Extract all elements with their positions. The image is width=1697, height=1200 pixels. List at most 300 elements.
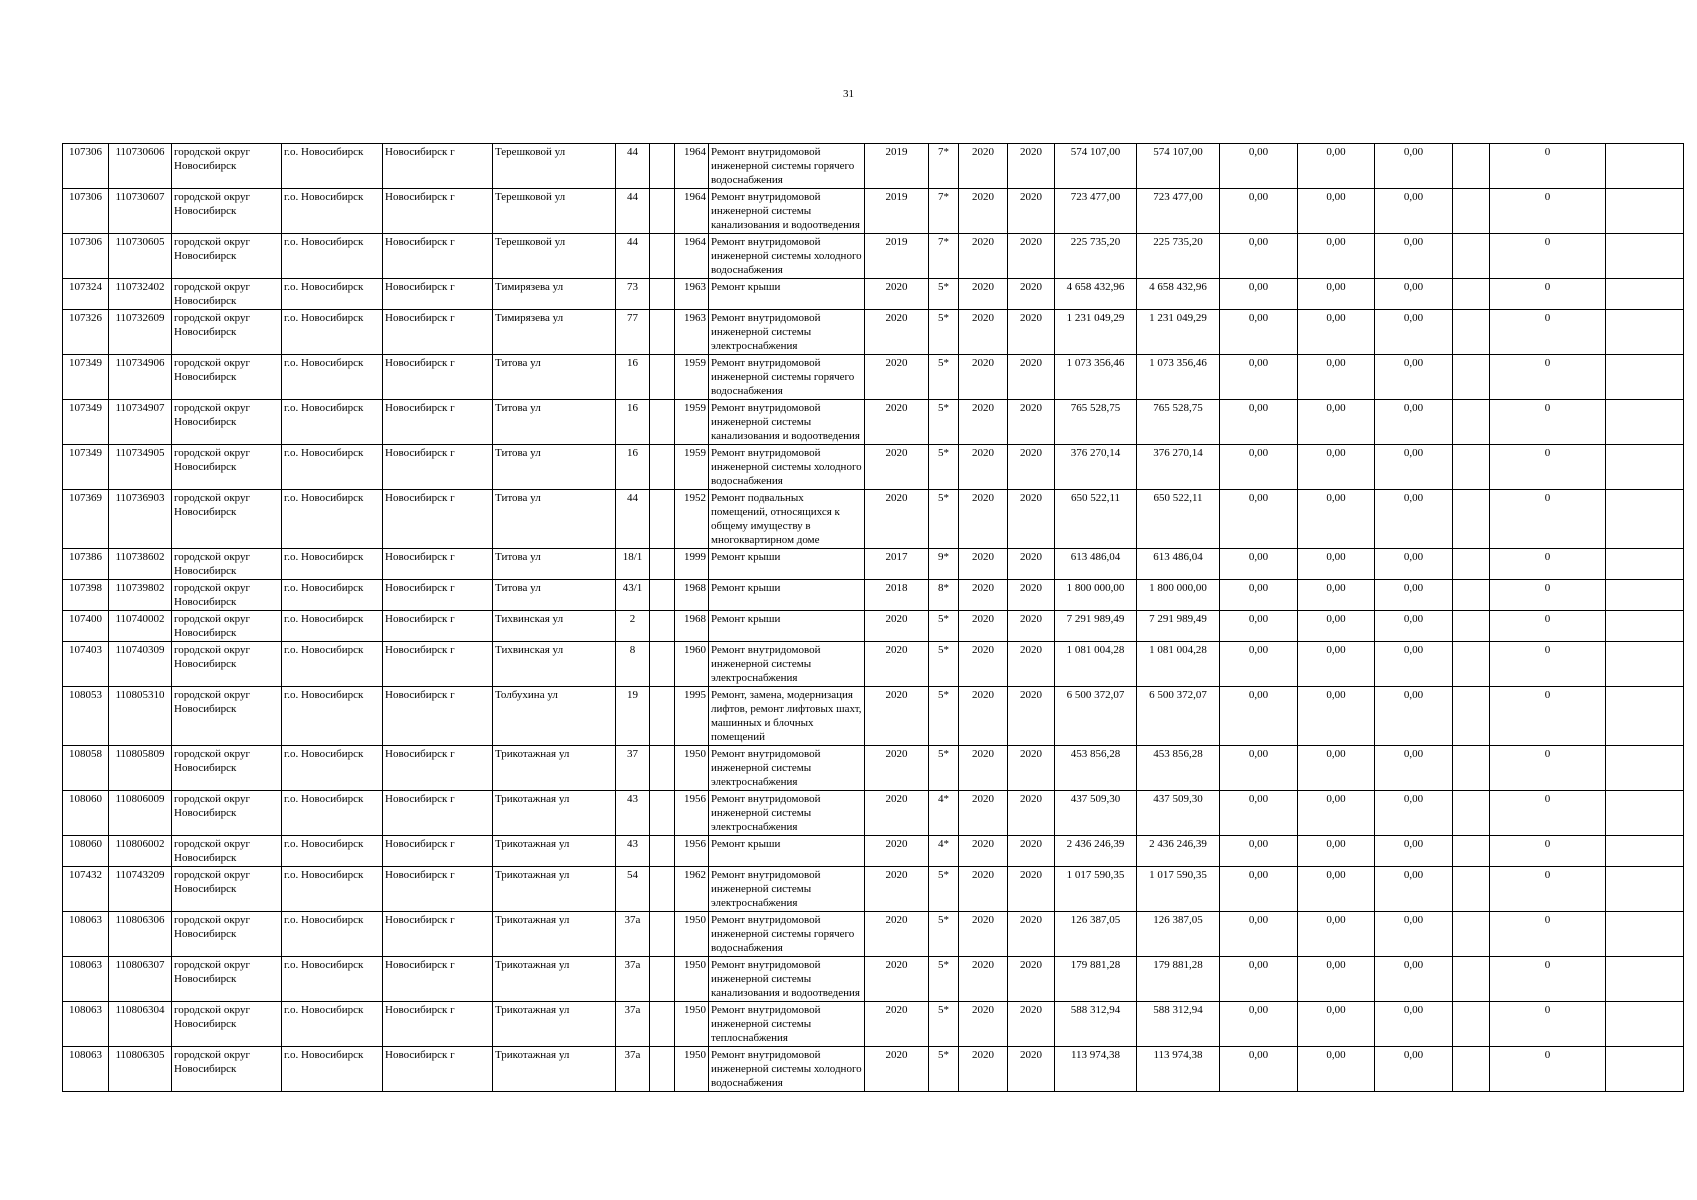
cell-house: 43 [616,791,650,836]
cell-municipality: г.о. Новосибирск [282,234,383,279]
cell-v4 [1453,836,1490,867]
cell-city: Новосибирск г [383,355,493,400]
cell-district: городской округ Новосибирск [172,279,282,310]
cell-street: Терешковой ул [493,234,616,279]
cell-municipality: г.о. Новосибирск [282,1047,383,1092]
cell-year-start: 2020 [959,549,1008,580]
cell-city: Новосибирск г [383,234,493,279]
cell-house: 16 [616,445,650,490]
cell-floors: 5* [929,279,959,310]
cell-v4 [1453,791,1490,836]
cell-code: 110743209 [109,867,172,912]
cell-house: 37а [616,912,650,957]
cell-id: 107306 [63,189,109,234]
cell-city: Новосибирск г [383,490,493,549]
cell-district: городской округ Новосибирск [172,746,282,791]
cell-extra [650,279,675,310]
cell-municipality: г.о. Новосибирск [282,310,383,355]
cell-city: Новосибирск г [383,642,493,687]
cell-v2: 0,00 [1298,580,1375,611]
cell-year-end: 2020 [1008,1002,1055,1047]
cell-year-end: 2020 [1008,279,1055,310]
cell-v5: 0 [1490,445,1606,490]
cell-municipality: г.о. Новосибирск [282,791,383,836]
cell-v2: 0,00 [1298,400,1375,445]
cell-district: городской округ Новосибирск [172,310,282,355]
cell-city: Новосибирск г [383,791,493,836]
cell-v6 [1606,1047,1684,1092]
cell-district: городской округ Новосибирск [172,836,282,867]
cell-year-plan: 2020 [865,687,929,746]
cell-year-built: 1960 [675,642,709,687]
cell-extra [650,746,675,791]
cell-cost-fund: 1 073 356,46 [1137,355,1220,400]
cell-work: Ремонт крыши [709,580,865,611]
cell-v3: 0,00 [1375,1002,1453,1047]
cell-city: Новосибирск г [383,746,493,791]
cell-municipality: г.о. Новосибирск [282,1002,383,1047]
cell-district: городской округ Новосибирск [172,791,282,836]
cell-v4 [1453,279,1490,310]
cell-v6 [1606,310,1684,355]
table-row [63,234,1684,279]
cell-cost-total: 1 017 590,35 [1055,867,1137,912]
table-row [63,687,1684,746]
cell-v1: 0,00 [1220,234,1298,279]
cell-city: Новосибирск г [383,867,493,912]
cell-municipality: г.о. Новосибирск [282,611,383,642]
table-row [63,957,1684,1002]
cell-v6 [1606,490,1684,549]
cell-house: 44 [616,490,650,549]
cell-house: 8 [616,642,650,687]
cell-municipality: г.о. Новосибирск [282,580,383,611]
cell-cost-fund: 179 881,28 [1137,957,1220,1002]
cell-v6 [1606,445,1684,490]
cell-code: 110806009 [109,791,172,836]
cell-v2: 0,00 [1298,310,1375,355]
cell-year-plan: 2020 [865,355,929,400]
cell-street: Трикотажная ул [493,791,616,836]
cell-v2: 0,00 [1298,836,1375,867]
cell-v4 [1453,957,1490,1002]
cell-floors: 5* [929,687,959,746]
cell-extra [650,867,675,912]
cell-year-end: 2020 [1008,400,1055,445]
cell-v1: 0,00 [1220,746,1298,791]
table-row [63,1002,1684,1047]
cell-year-start: 2020 [959,580,1008,611]
cell-year-end: 2020 [1008,310,1055,355]
cell-year-built: 1968 [675,580,709,611]
cell-work: Ремонт внутридомовой инженерной системы электроснабжения [709,867,865,912]
cell-municipality: г.о. Новосибирск [282,746,383,791]
cell-cost-total: 4 658 432,96 [1055,279,1137,310]
cell-year-built: 1956 [675,836,709,867]
cell-cost-fund: 7 291 989,49 [1137,611,1220,642]
cell-v3: 0,00 [1375,189,1453,234]
cell-v6 [1606,687,1684,746]
cell-floors: 4* [929,791,959,836]
cell-year-built: 1956 [675,791,709,836]
cell-work: Ремонт внутридомовой инженерной системы теплоснабжения [709,1002,865,1047]
cell-work: Ремонт, замена, модернизация лифтов, ремонт лифтовых шахт, машинных и блочных помещений [709,687,865,746]
cell-district: городской округ Новосибирск [172,611,282,642]
cell-floors: 7* [929,234,959,279]
cell-municipality: г.о. Новосибирск [282,912,383,957]
cell-floors: 5* [929,1002,959,1047]
cell-year-plan: 2020 [865,1047,929,1092]
cell-district: городской округ Новосибирск [172,400,282,445]
cell-year-plan: 2020 [865,957,929,1002]
cell-street: Титова ул [493,549,616,580]
cell-house: 2 [616,611,650,642]
cell-street: Трикотажная ул [493,836,616,867]
cell-v2: 0,00 [1298,279,1375,310]
cell-v5: 0 [1490,189,1606,234]
cell-v1: 0,00 [1220,400,1298,445]
cell-year-end: 2020 [1008,867,1055,912]
cell-cost-fund: 650 522,11 [1137,490,1220,549]
cell-v3: 0,00 [1375,580,1453,611]
cell-v6 [1606,791,1684,836]
cell-v1: 0,00 [1220,912,1298,957]
cell-municipality: г.о. Новосибирск [282,490,383,549]
cell-year-start: 2020 [959,1002,1008,1047]
table-row [63,867,1684,912]
cell-v3: 0,00 [1375,549,1453,580]
cell-v1: 0,00 [1220,445,1298,490]
cell-v1: 0,00 [1220,642,1298,687]
cell-v2: 0,00 [1298,549,1375,580]
cell-year-built: 1952 [675,490,709,549]
cell-house: 77 [616,310,650,355]
cell-id: 107306 [63,234,109,279]
cell-v5: 0 [1490,1002,1606,1047]
cell-v3: 0,00 [1375,912,1453,957]
cell-year-built: 1962 [675,867,709,912]
cell-id: 108060 [63,791,109,836]
cell-v4 [1453,611,1490,642]
cell-v5: 0 [1490,642,1606,687]
cell-v5: 0 [1490,1047,1606,1092]
cell-year-plan: 2019 [865,234,929,279]
cell-year-built: 1950 [675,1047,709,1092]
cell-city: Новосибирск г [383,549,493,580]
cell-city: Новосибирск г [383,400,493,445]
cell-municipality: г.о. Новосибирск [282,687,383,746]
cell-street: Титова ул [493,400,616,445]
cell-v4 [1453,580,1490,611]
cell-v1: 0,00 [1220,549,1298,580]
cell-v5: 0 [1490,355,1606,400]
cell-v4 [1453,400,1490,445]
cell-year-start: 2020 [959,490,1008,549]
cell-year-start: 2020 [959,400,1008,445]
cell-v4 [1453,445,1490,490]
cell-v3: 0,00 [1375,611,1453,642]
cell-district: городской округ Новосибирск [172,912,282,957]
cell-year-built: 1963 [675,310,709,355]
cell-house: 37а [616,1002,650,1047]
cell-house: 37а [616,1047,650,1092]
cell-cost-total: 437 509,30 [1055,791,1137,836]
cell-year-start: 2020 [959,355,1008,400]
cell-v2: 0,00 [1298,912,1375,957]
cell-municipality: г.о. Новосибирск [282,400,383,445]
cell-v1: 0,00 [1220,1047,1298,1092]
cell-cost-total: 1 081 004,28 [1055,642,1137,687]
cell-cost-fund: 588 312,94 [1137,1002,1220,1047]
cell-city: Новосибирск г [383,836,493,867]
cell-work: Ремонт подвальных помещений, относящихся к общему имуществу в многоквартирном доме [709,490,865,549]
cell-municipality: г.о. Новосибирск [282,445,383,490]
cell-house: 43/1 [616,580,650,611]
cell-floors: 5* [929,642,959,687]
cell-v5: 0 [1490,836,1606,867]
cell-code: 110806304 [109,1002,172,1047]
cell-cost-fund: 225 735,20 [1137,234,1220,279]
cell-cost-fund: 723 477,00 [1137,189,1220,234]
cell-id: 107398 [63,580,109,611]
cell-district: городской округ Новосибирск [172,1047,282,1092]
cell-v5: 0 [1490,867,1606,912]
cell-v1: 0,00 [1220,1002,1298,1047]
cell-v6 [1606,957,1684,1002]
cell-work: Ремонт внутридомовой инженерной системы электроснабжения [709,310,865,355]
cell-year-start: 2020 [959,836,1008,867]
cell-district: городской округ Новосибирск [172,957,282,1002]
cell-year-plan: 2018 [865,580,929,611]
cell-municipality: г.о. Новосибирск [282,355,383,400]
cell-v5: 0 [1490,957,1606,1002]
cell-v3: 0,00 [1375,867,1453,912]
cell-v2: 0,00 [1298,687,1375,746]
cell-v4 [1453,310,1490,355]
cell-year-plan: 2020 [865,445,929,490]
cell-extra [650,490,675,549]
cell-v4 [1453,234,1490,279]
cell-v2: 0,00 [1298,445,1375,490]
cell-city: Новосибирск г [383,1047,493,1092]
cell-district: городской округ Новосибирск [172,687,282,746]
cell-year-plan: 2017 [865,549,929,580]
cell-extra [650,957,675,1002]
cell-v4 [1453,687,1490,746]
cell-work: Ремонт внутридомовой инженерной системы электроснабжения [709,642,865,687]
cell-v4 [1453,642,1490,687]
cell-year-built: 1950 [675,957,709,1002]
cell-year-plan: 2020 [865,279,929,310]
cell-v3: 0,00 [1375,746,1453,791]
cell-v3: 0,00 [1375,355,1453,400]
cell-street: Тимирязева ул [493,279,616,310]
cell-cost-fund: 4 658 432,96 [1137,279,1220,310]
cell-cost-total: 179 881,28 [1055,957,1137,1002]
cell-v6 [1606,1002,1684,1047]
cell-v2: 0,00 [1298,189,1375,234]
cell-year-start: 2020 [959,642,1008,687]
table-row [63,580,1684,611]
cell-district: городской округ Новосибирск [172,234,282,279]
cell-city: Новосибирск г [383,580,493,611]
cell-v6 [1606,355,1684,400]
cell-street: Трикотажная ул [493,1047,616,1092]
cell-v6 [1606,836,1684,867]
cell-cost-fund: 574 107,00 [1137,144,1220,189]
cell-v5: 0 [1490,144,1606,189]
cell-v6 [1606,234,1684,279]
cell-year-start: 2020 [959,279,1008,310]
repair-register-table [62,143,1684,1092]
cell-v5: 0 [1490,549,1606,580]
cell-id: 107324 [63,279,109,310]
cell-cost-total: 1 231 049,29 [1055,310,1137,355]
cell-code: 110806305 [109,1047,172,1092]
cell-extra [650,642,675,687]
cell-v4 [1453,355,1490,400]
cell-code: 110732402 [109,279,172,310]
cell-floors: 8* [929,580,959,611]
cell-extra [650,836,675,867]
cell-year-plan: 2020 [865,490,929,549]
cell-code: 110805310 [109,687,172,746]
cell-city: Новосибирск г [383,611,493,642]
cell-cost-total: 613 486,04 [1055,549,1137,580]
cell-cost-total: 588 312,94 [1055,1002,1137,1047]
cell-v2: 0,00 [1298,957,1375,1002]
cell-district: городской округ Новосибирск [172,490,282,549]
cell-v4 [1453,549,1490,580]
table-row [63,791,1684,836]
cell-cost-total: 6 500 372,07 [1055,687,1137,746]
cell-cost-total: 7 291 989,49 [1055,611,1137,642]
cell-cost-fund: 2 436 246,39 [1137,836,1220,867]
cell-floors: 5* [929,957,959,1002]
cell-house: 43 [616,836,650,867]
table-row [63,279,1684,310]
page-number: 31 [843,88,854,100]
cell-work: Ремонт крыши [709,836,865,867]
cell-district: городской округ Новосибирск [172,189,282,234]
cell-year-end: 2020 [1008,490,1055,549]
cell-code: 110806306 [109,912,172,957]
cell-year-end: 2020 [1008,687,1055,746]
cell-year-end: 2020 [1008,611,1055,642]
cell-cost-fund: 1 231 049,29 [1137,310,1220,355]
cell-year-built: 1968 [675,611,709,642]
cell-floors: 7* [929,144,959,189]
cell-house: 44 [616,189,650,234]
cell-code: 110734905 [109,445,172,490]
cell-house: 16 [616,400,650,445]
cell-v3: 0,00 [1375,144,1453,189]
cell-code: 110805809 [109,746,172,791]
cell-v2: 0,00 [1298,355,1375,400]
cell-cost-fund: 126 387,05 [1137,912,1220,957]
cell-id: 108063 [63,912,109,957]
cell-street: Титова ул [493,580,616,611]
cell-id: 107386 [63,549,109,580]
cell-year-start: 2020 [959,189,1008,234]
cell-v6 [1606,549,1684,580]
cell-cost-total: 765 528,75 [1055,400,1137,445]
cell-city: Новосибирск г [383,310,493,355]
cell-v1: 0,00 [1220,279,1298,310]
cell-extra [650,611,675,642]
cell-v1: 0,00 [1220,310,1298,355]
cell-district: городской округ Новосибирск [172,549,282,580]
cell-year-start: 2020 [959,791,1008,836]
cell-cost-fund: 6 500 372,07 [1137,687,1220,746]
table-row [63,490,1684,549]
cell-v6 [1606,580,1684,611]
cell-v3: 0,00 [1375,490,1453,549]
cell-house: 18/1 [616,549,650,580]
table-row [63,611,1684,642]
cell-floors: 5* [929,310,959,355]
cell-street: Терешковой ул [493,144,616,189]
cell-street: Трикотажная ул [493,912,616,957]
cell-code: 110739802 [109,580,172,611]
cell-work: Ремонт внутридомовой инженерной системы холодного водоснабжения [709,1047,865,1092]
cell-id: 107349 [63,355,109,400]
cell-cost-total: 376 270,14 [1055,445,1137,490]
cell-code: 110738602 [109,549,172,580]
cell-id: 108058 [63,746,109,791]
table-row [63,310,1684,355]
cell-house: 44 [616,144,650,189]
cell-cost-fund: 1 017 590,35 [1137,867,1220,912]
cell-year-built: 1964 [675,234,709,279]
cell-work: Ремонт внутридомовой инженерной системы горячего водоснабжения [709,912,865,957]
cell-year-plan: 2020 [865,791,929,836]
cell-year-plan: 2020 [865,611,929,642]
cell-year-plan: 2020 [865,836,929,867]
cell-street: Терешковой ул [493,189,616,234]
cell-v5: 0 [1490,912,1606,957]
table-row [63,746,1684,791]
cell-floors: 5* [929,867,959,912]
cell-street: Тихвинская ул [493,642,616,687]
cell-floors: 5* [929,912,959,957]
cell-municipality: г.о. Новосибирск [282,144,383,189]
cell-district: городской округ Новосибирск [172,580,282,611]
cell-v6 [1606,912,1684,957]
cell-floors: 9* [929,549,959,580]
cell-v6 [1606,746,1684,791]
cell-v4 [1453,490,1490,549]
cell-work: Ремонт крыши [709,611,865,642]
cell-street: Трикотажная ул [493,957,616,1002]
cell-v5: 0 [1490,791,1606,836]
cell-house: 73 [616,279,650,310]
cell-v6 [1606,867,1684,912]
cell-id: 108060 [63,836,109,867]
cell-city: Новосибирск г [383,912,493,957]
cell-v5: 0 [1490,611,1606,642]
cell-year-start: 2020 [959,867,1008,912]
cell-year-built: 1959 [675,400,709,445]
table-row [63,400,1684,445]
cell-v6 [1606,642,1684,687]
cell-v3: 0,00 [1375,400,1453,445]
cell-floors: 5* [929,1047,959,1092]
table-row [63,549,1684,580]
cell-work: Ремонт внутридомовой инженерной системы горячего водоснабжения [709,355,865,400]
cell-house: 16 [616,355,650,400]
cell-code: 110732609 [109,310,172,355]
